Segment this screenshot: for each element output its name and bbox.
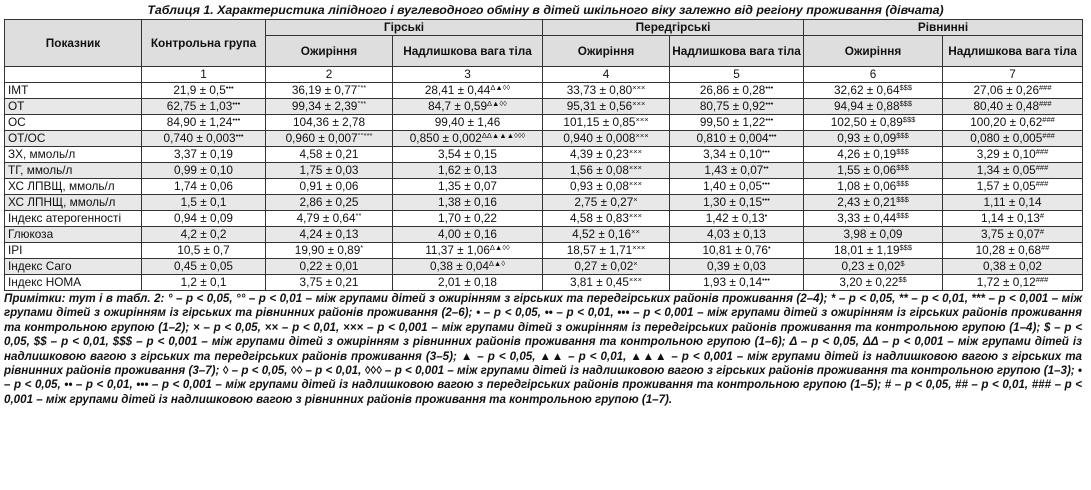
table-row [5, 211, 1083, 227]
table-cell [142, 195, 266, 211]
significance-marker: $$$ [902, 115, 916, 124]
cell-value: 10,81 ± 0,76 [702, 243, 768, 257]
table-notes: Примітки: тут і в табл. 2: ° – р < 0,05, °° – р < 0,01 – між групами дітей з ожирінням з гірських та передгірських районів проживання (2–4); * – р < 0,05, ** – р < 0,01, *** – р < 0,001 – між групами дітей з ожирінням із гірських та рівнинних районів проживання (2–6); • – р < 0,05, •• – р < 0,01, ••• – р < 0,001 – між групами дітей з ожирінням із гірських районів проживання та контрольною групою (1–2); × – р < 0,05, ×× – р < 0,01, ××× – р < 0,001 – між групами дітей з ожирінням із передгірських районів проживання та контрольною групою (1–4); $ – р < 0,05, $$ – р < 0,01, $$$ – р < 0,001 – між групами дітей з ожирінням з рівнинних районів проживання та контрольною групою (1–6); Δ – р < 0,05, ΔΔ – р < 0,001 – між групами дітей із надлишковою вагою з гірських та передгірських районів проживання (3–5); ▲ – р < 0,05, ▲▲ – р < 0,01, ▲▲▲ – р < 0,001 – між групами дітей із надлишковою вагою з гірських та рівнинних районів проживання (3–7); ◊ – р < 0,05, ◊◊ – р < 0,01, ◊◊◊ – р < 0,001 – між групами дітей із надлишковою вагою з гірських районів проживання та контрольною групою (1–3); • – р < 0,05, •• – р < 0,01, ••• – р < 0,001 – між групами дітей із надлишковою вагою з передгірських районів проживання та контрольною групою (1–5); # – р < 0,05, ## – р < 0,01, ### – р < 0,001 – між групами дітей із надлишковою вагою з рівнинних районів проживання та контрольною групою (1–7). [4, 292, 1082, 406]
cell-value: 1,72 ± 0,12 [976, 275, 1036, 289]
cell-value: 3,81 ± 0,45 [569, 275, 629, 289]
cell-value: 0,810 ± 0,004 [696, 131, 769, 145]
significance-marker: ### [1035, 163, 1049, 172]
cell-value: 0,22 ± 0,01 [299, 259, 359, 273]
cell-value: 18,01 ± 1,19 [834, 243, 900, 257]
cell-value: 11,37 ± 1,06 [425, 243, 490, 257]
header-indicator: Показник [5, 20, 142, 67]
cell-value: 1,2 ± 0,1 [180, 275, 227, 289]
significance-marker: ××× [635, 115, 649, 124]
significance-marker: ××× [628, 211, 643, 220]
cell-value: 4,26 ± 0,19 [837, 147, 897, 161]
table-cell [142, 147, 266, 163]
table-cell [670, 115, 804, 131]
cell-value: 1,38 ± 0,16 [438, 195, 497, 209]
cell-value: 1,57 ± 0,05 [976, 179, 1036, 193]
cell-value: 10,28 ± 0,68 [975, 243, 1042, 257]
header-number: 4 [543, 67, 670, 83]
table-cell [266, 227, 393, 243]
cell-value: 0,960 ± 0,007 [285, 131, 358, 145]
cell-value: 3,29 ± 0,10 [976, 147, 1036, 161]
cell-value: 0,94 ± 0,09 [174, 211, 233, 225]
table-cell [393, 259, 543, 275]
cell-value: 2,75 ± 0,27 [574, 195, 634, 209]
cell-value: 1,70 ± 0,22 [438, 211, 497, 225]
significance-marker: ### [1039, 99, 1052, 108]
table-cell [266, 83, 393, 99]
table-cell [670, 83, 804, 99]
cell-value: 4,58 ± 0,83 [569, 211, 629, 225]
row-label: Індекс НОМА [5, 275, 142, 291]
cell-value: 32,62 ± 0,64 [834, 83, 900, 97]
cell-value: 1,40 ± 0,05 [703, 179, 763, 193]
header-plain-obesity: Ожиріння [804, 36, 943, 67]
cell-value: 95,31 ± 0,56 [566, 99, 633, 113]
significance-marker: $$$ [896, 131, 909, 140]
table-cell [142, 163, 266, 179]
cell-value: 28,41 ± 0,44 [424, 83, 491, 97]
significance-marker: ××× [632, 243, 646, 252]
cell-value: 1,42 ± 0,13 [705, 211, 765, 225]
significance-marker: ••• [762, 179, 770, 188]
table-cell [266, 243, 393, 259]
cell-value: 1,62 ± 0,13 [438, 163, 497, 177]
table-cell [142, 227, 266, 243]
cell-value: 100,20 ± 0,62 [970, 115, 1043, 129]
significance-marker: × [633, 259, 638, 268]
cell-value: 3,33 ± 0,44 [837, 211, 897, 225]
significance-marker: $$$ [896, 211, 909, 220]
cell-value: 104,36 ± 2,78 [292, 115, 366, 129]
significance-marker: $$$ [899, 99, 913, 108]
table-cell [142, 259, 266, 275]
cell-value: 0,93 ± 0,09 [837, 131, 897, 145]
cell-value: 3,75 ± 0,07 [980, 227, 1040, 241]
table-cell [804, 131, 943, 147]
table-cell [804, 99, 943, 115]
header-mountain: Гірські [266, 20, 543, 36]
cell-value: 0,38 ± 0,04 [429, 259, 489, 273]
table-cell [543, 147, 670, 163]
table-row [5, 259, 1083, 275]
table-cell [266, 195, 393, 211]
cell-value: 4,79 ± 0,64 [296, 211, 356, 225]
header-foothill-overweight: Надлишкова вага тіла [670, 36, 804, 67]
cell-value: 3,20 ± 0,22 [839, 275, 899, 289]
cell-value: 0,39 ± 0,03 [707, 259, 766, 273]
cell-value: 94,94 ± 0,88 [834, 99, 900, 113]
row-label: ІМТ [5, 83, 142, 99]
cell-value: 4,58 ± 0,21 [299, 147, 359, 161]
table-cell [393, 211, 543, 227]
significance-marker: $$$ [896, 179, 909, 188]
table-cell [142, 243, 266, 259]
significance-marker: $$$ [899, 83, 913, 92]
table-cell [543, 83, 670, 99]
row-label: ХС ЛПВЩ, ммоль/л [5, 179, 142, 195]
table-cell [543, 179, 670, 195]
table-cell [393, 131, 543, 147]
row-label: ОС [5, 115, 142, 131]
cell-value: 1,11 ± 0,14 [983, 195, 1042, 209]
table-cell [543, 211, 670, 227]
table-cell [266, 211, 393, 227]
table-cell [543, 195, 670, 211]
significance-marker: ××× [632, 99, 646, 108]
table-cell [943, 163, 1083, 179]
cell-value: 99,34 ± 2,39 [291, 99, 358, 113]
row-label: ХС ЛПНЩ, ммоль/л [5, 195, 142, 211]
row-label: Індекс атерогенності [5, 211, 142, 227]
table-row [5, 243, 1083, 259]
header-number: 5 [670, 67, 804, 83]
table-row [5, 195, 1083, 211]
table-cell [393, 243, 543, 259]
header-number: 3 [393, 67, 543, 83]
table-cell [543, 243, 670, 259]
cell-value: 0,99 ± 0,10 [174, 163, 233, 177]
table-cell [943, 211, 1083, 227]
table-cell [142, 83, 266, 99]
cell-value: 99,50 ± 1,22 [699, 115, 766, 129]
cell-value: 102,50 ± 0,89 [830, 115, 903, 129]
cell-value: 80,40 ± 0,48 [973, 99, 1040, 113]
table-cell [943, 83, 1083, 99]
cell-value: 4,00 ± 0,16 [438, 227, 497, 241]
table-cell [266, 259, 393, 275]
significance-marker: $$$ [896, 147, 909, 156]
table-cell [670, 259, 804, 275]
cell-value: 0,23 ± 0,02 [841, 259, 901, 273]
table-cell [670, 227, 804, 243]
header-mountain-overweight: Надлишкова вага тіла [393, 36, 543, 67]
table-cell [943, 179, 1083, 195]
table-cell [543, 99, 670, 115]
table-cell [670, 163, 804, 179]
table-cell [393, 179, 543, 195]
row-label: ЗХ, ммоль/л [5, 147, 142, 163]
header-number: 6 [804, 67, 943, 83]
row-label: Індекс Саго [5, 259, 142, 275]
cell-value: 101,15 ± 0,85 [563, 115, 636, 129]
table-row [5, 163, 1083, 179]
table-cell [670, 243, 804, 259]
table-row [5, 275, 1083, 291]
table-cell [393, 83, 543, 99]
significance-marker: ×× [631, 227, 640, 236]
significance-marker: × [633, 195, 638, 204]
table-cell [393, 115, 543, 131]
table-cell [142, 179, 266, 195]
significance-marker: $ [900, 259, 905, 268]
significance-marker: ××× [632, 83, 646, 92]
cell-value: 1,56 ± 0,08 [569, 163, 629, 177]
significance-marker: $$$ [896, 195, 909, 204]
table-cell [670, 211, 804, 227]
significance-marker: ••• [765, 99, 774, 108]
cell-value: 1,5 ± 0,1 [180, 195, 227, 209]
table-cell [943, 147, 1083, 163]
significance-marker: ••• [225, 83, 234, 92]
cell-value: 18,57 ± 1,71 [566, 243, 633, 257]
cell-value: 4,39 ± 0,23 [569, 147, 629, 161]
table-cell [670, 131, 804, 147]
significance-marker: °** [357, 99, 367, 108]
cell-value: 2,43 ± 0,21 [837, 195, 897, 209]
table-cell [804, 259, 943, 275]
significance-marker: •• [763, 163, 769, 172]
significance-marker: ### [1035, 147, 1049, 156]
header-number-blank [5, 67, 142, 83]
significance-marker: ## [1041, 243, 1050, 252]
table-cell [804, 243, 943, 259]
significance-marker: ××× [628, 163, 643, 172]
table-cell [266, 99, 393, 115]
table-cell [543, 131, 670, 147]
cell-value: 0,38 ± 0,02 [983, 259, 1042, 273]
significance-marker: ### [1042, 131, 1055, 140]
cell-value: 1,74 ± 0,06 [174, 179, 233, 193]
significance-marker: ΔΔ▲▲▲◊◊◊ [481, 131, 526, 140]
table-cell [142, 131, 266, 147]
cell-value: 3,34 ± 0,10 [703, 147, 763, 161]
table-caption: Таблиця 1. Характеристика ліпідного і вуглеводного обміну в дітей шкільного віку залежно від регіону проживання (дівчата) [147, 3, 944, 17]
cell-value: 33,73 ± 0,80 [566, 83, 633, 97]
cell-value: 99,40 ± 1,46 [434, 115, 501, 129]
cell-value: 1,55 ± 0,06 [837, 163, 897, 177]
header-control: Контрольна група [142, 20, 266, 67]
significance-marker: ### [1042, 115, 1055, 124]
table-cell [670, 275, 804, 291]
significance-marker: $$ [898, 275, 907, 284]
cell-value: 1,14 ± 0,13 [980, 211, 1040, 225]
cell-value: 84,7 ± 0,59 [428, 99, 488, 113]
cell-value: 84,90 ± 1,24 [166, 115, 233, 129]
significance-marker: ••• [762, 147, 770, 156]
header-plain: Рівнинні [804, 20, 1083, 36]
significance-marker: # [1039, 211, 1045, 220]
data-table [4, 19, 1083, 291]
cell-value: 0,27 ± 0,02 [574, 259, 634, 273]
significance-marker: ••• [232, 115, 241, 124]
header-number: 1 [142, 67, 266, 83]
cell-value: 3,37 ± 0,19 [174, 147, 233, 161]
cell-value: 26,86 ± 0,28 [699, 83, 766, 97]
cell-value: 0,080 ± 0,005 [970, 131, 1043, 145]
cell-value: 0,91 ± 0,06 [299, 179, 359, 193]
table-cell [543, 275, 670, 291]
cell-value: 1,35 ± 0,07 [438, 179, 497, 193]
row-label: ОТ/ОС [5, 131, 142, 147]
table-cell [266, 163, 393, 179]
cell-value: 1,34 ± 0,05 [976, 163, 1036, 177]
cell-value: 1,75 ± 0,03 [299, 163, 359, 177]
table-cell [943, 115, 1083, 131]
cell-value: 0,740 ± 0,003 [163, 131, 236, 145]
significance-marker: • [767, 243, 771, 252]
table-row [5, 131, 1083, 147]
cell-value: 19,90 ± 0,89 [294, 243, 361, 257]
table-cell [804, 211, 943, 227]
significance-marker: ••• [768, 131, 777, 140]
table-cell [943, 259, 1083, 275]
table-row [5, 99, 1083, 115]
table-cell [804, 163, 943, 179]
table-cell [804, 195, 943, 211]
cell-value: 21,9 ± 0,5 [173, 83, 226, 97]
table-cell [804, 227, 943, 243]
table-cell [804, 275, 943, 291]
significance-marker: Δ▲◊◊ [487, 99, 507, 108]
significance-marker: ××× [635, 131, 649, 140]
table-row [5, 179, 1083, 195]
cell-value: 4,52 ± 0,16 [572, 227, 632, 241]
cell-value: 3,75 ± 0,21 [299, 275, 359, 289]
cell-value: 1,08 ± 0,06 [837, 179, 897, 193]
table-cell [543, 227, 670, 243]
cell-value: 2,01 ± 0,18 [438, 275, 497, 289]
table-row [5, 115, 1083, 131]
table-cell [804, 115, 943, 131]
header-number: 7 [943, 67, 1083, 83]
cell-value: 3,54 ± 0,15 [438, 147, 497, 161]
table-cell [266, 147, 393, 163]
significance-marker: Δ▲◊◊ [489, 243, 510, 252]
table-cell [142, 211, 266, 227]
table-cell [393, 275, 543, 291]
cell-value: 1,93 ± 0,14 [703, 275, 763, 289]
significance-marker: ** [355, 211, 362, 220]
significance-marker: ••• [765, 115, 774, 124]
cell-value: 27,06 ± 0,26 [973, 83, 1040, 97]
significance-marker: ••• [235, 131, 244, 140]
cell-value: 62,75 ± 1,03 [166, 99, 233, 113]
table-cell [142, 99, 266, 115]
table-cell [670, 99, 804, 115]
row-label: Глюкоза [5, 227, 142, 243]
significance-marker: ### [1039, 83, 1052, 92]
cell-value: 4,03 ± 0,13 [707, 227, 766, 241]
significance-marker: ••• [762, 275, 770, 284]
table-cell [393, 147, 543, 163]
table-cell [943, 275, 1083, 291]
table-cell [266, 115, 393, 131]
table-cell [393, 227, 543, 243]
table-cell [393, 163, 543, 179]
cell-value: 0,940 ± 0,008 [563, 131, 636, 145]
table-cell [670, 147, 804, 163]
table-cell [804, 147, 943, 163]
cell-value: 1,43 ± 0,07 [704, 163, 764, 177]
significance-marker: ••• [762, 195, 770, 204]
cell-value: 0,45 ± 0,05 [174, 259, 233, 273]
significance-marker: $$$ [896, 163, 909, 172]
significance-marker: °** [357, 83, 367, 92]
row-label: ТГ, ммоль/л [5, 163, 142, 179]
cell-value: 10,5 ± 0,7 [177, 243, 230, 257]
cell-value: 4,2 ± 0,2 [180, 227, 227, 241]
table-cell [266, 179, 393, 195]
table-cell [804, 179, 943, 195]
significance-marker: Δ▲◊ [488, 259, 506, 268]
significance-marker: ××× [628, 275, 643, 284]
table-cell [142, 275, 266, 291]
cell-value: 4,24 ± 0,13 [299, 227, 359, 241]
header-foothill-obesity: Ожиріння [543, 36, 670, 67]
cell-value: 80,75 ± 0,92 [699, 99, 766, 113]
table-cell [266, 131, 393, 147]
cell-value: 1,30 ± 0,15 [703, 195, 763, 209]
significance-marker: # [1039, 227, 1045, 236]
table-cell [543, 163, 670, 179]
table-cell [943, 243, 1083, 259]
row-label: IPI [5, 243, 142, 259]
table-row [5, 147, 1083, 163]
header-mountain-obesity: Ожиріння [266, 36, 393, 67]
table-row [5, 83, 1083, 99]
significance-marker: ### [1035, 179, 1049, 188]
table-cell [266, 275, 393, 291]
cell-value: 0,93 ± 0,08 [569, 179, 629, 193]
significance-marker: ××× [628, 179, 643, 188]
table-cell [393, 99, 543, 115]
significance-marker: °°*** [357, 131, 373, 140]
significance-marker: ••• [765, 83, 774, 92]
table-cell [142, 115, 266, 131]
cell-value: 0,850 ± 0,002 [409, 131, 482, 145]
significance-marker: $$$ [899, 243, 913, 252]
header-plain-overweight: Надлишкова вага тіла [943, 36, 1083, 67]
table-cell [804, 83, 943, 99]
significance-marker: * [360, 243, 364, 252]
cell-value: 36,19 ± 0,77 [291, 83, 358, 97]
cell-value: 2,86 ± 0,25 [299, 195, 359, 209]
table-cell [543, 259, 670, 275]
table-row [5, 227, 1083, 243]
row-label: ОТ [5, 99, 142, 115]
table-cell [943, 131, 1083, 147]
table-cell [943, 227, 1083, 243]
table-cell [670, 195, 804, 211]
significance-marker: Δ▲◊◊ [490, 83, 511, 92]
table-cell [943, 195, 1083, 211]
significance-marker: ××× [628, 147, 643, 156]
significance-marker: ### [1035, 275, 1049, 284]
table-cell [543, 115, 670, 131]
header-foothill: Передгірські [543, 20, 804, 36]
table-cell [670, 179, 804, 195]
significance-marker: ••• [232, 99, 241, 108]
cell-value: 3,98 ± 0,09 [843, 227, 903, 241]
table-cell [393, 195, 543, 211]
significance-marker: • [764, 211, 768, 220]
header-number: 2 [266, 67, 393, 83]
table-cell [943, 99, 1083, 115]
